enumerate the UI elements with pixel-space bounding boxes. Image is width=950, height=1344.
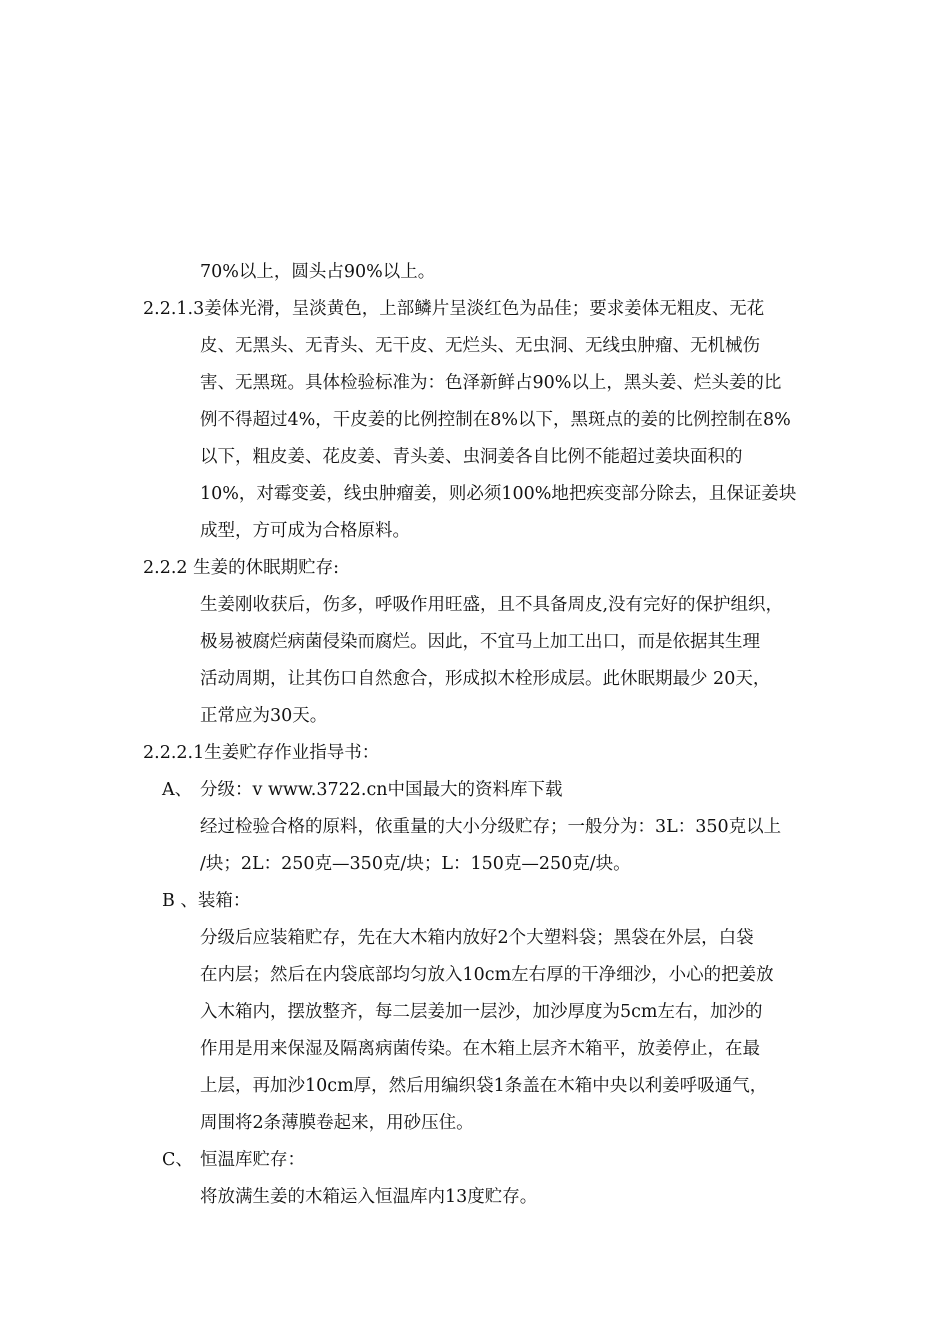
paragraph-line: 皮、无黑头、无青头、无干皮、无烂头、无虫洞、无线虫肿瘤、无机械伤 — [200, 336, 760, 356]
list-item-title-a: 分级：v www.3722.cn中国最大的资料库下载 — [200, 780, 563, 800]
paragraph-line: 在内层；然后在内袋底部均匀放入10cm左右厚的干净细沙，小心的把姜放 — [200, 965, 774, 985]
paragraph-line: 分级后应装箱贮存，先在大木箱内放好2个大塑料袋；黑袋在外层，白袋 — [200, 928, 754, 948]
paragraph-line: 10%，对霉变姜，线虫肿瘤姜，则必须100%地把疾变部分除去，且保证姜块 — [200, 484, 797, 504]
paragraph-line: 害、无黑斑。具体检验标准为：色泽新鲜占90%以上，黑头姜、烂头姜的比 — [200, 373, 782, 393]
paragraph-line: 极易被腐烂病菌侵染而腐烂。因此，不宜马上加工出口，而是依据其生理 — [200, 632, 760, 652]
list-item-title-b: B 、装箱： — [162, 891, 251, 911]
paragraph-line: 例不得超过4%，干皮姜的比例控制在8%以下，黑斑点的姜的比例控制在8% — [200, 410, 791, 430]
paragraph-line: 生姜刚收获后，伤多，呼吸作用旺盛，且不具备周皮,没有完好的保护组织， — [200, 595, 784, 615]
paragraph-line: 经过检验合格的原料，依重量的大小分级贮存；一般分为：3L：350克以上 — [200, 817, 782, 837]
paragraph-line: 70%以上，圆头占90%以上。 — [200, 262, 436, 282]
list-marker-c: C、 — [162, 1150, 193, 1170]
paragraph-line: 成型，方可成为合格原料。 — [200, 521, 410, 541]
paragraph-line: 上层，再加沙10cm厚，然后用编织袋1条盖在木箱中央以利姜呼吸通气， — [200, 1076, 768, 1096]
section-heading-2-2-2-1: 2.2.2.1生姜贮存作业指导书： — [143, 743, 380, 763]
paragraph-line: /块；2L：250克—350克/块；L：150克—250克/块。 — [200, 854, 631, 874]
list-item-title-c: 恒温库贮存： — [200, 1150, 305, 1170]
paragraph-line: 以下，粗皮姜、花皮姜、青头姜、虫洞姜各自比例不能超过姜块面积的 — [200, 447, 743, 467]
paragraph-line: 将放满生姜的木箱运入恒温库内13度贮存。 — [200, 1187, 538, 1207]
section-heading-2-2-2: 2.2.2 生姜的休眠期贮存: — [143, 558, 339, 578]
paragraph-line: 周围将2条薄膜卷起来，用砂压住。 — [200, 1113, 474, 1133]
paragraph-line: 活动周期，让其伤口自然愈合，形成拟木栓形成层。此休眠期最少 20天， — [200, 669, 771, 689]
paragraph-line: 入木箱内，摆放整齐，每二层姜加一层沙，加沙厚度为5cm左右，加沙的 — [200, 1002, 763, 1022]
paragraph-line: 正常应为30天。 — [200, 706, 328, 726]
list-marker-a: A、 — [162, 780, 193, 800]
section-heading-2-2-1-3: 2.2.1.3姜体光滑，呈淡黄色，上部鳞片呈淡红色为品佳；要求姜体无粗皮、无花 — [143, 299, 765, 319]
paragraph-line: 作用是用来保湿及隔离病菌传染。在木箱上层齐木箱平，放姜停止，在最 — [200, 1039, 760, 1059]
